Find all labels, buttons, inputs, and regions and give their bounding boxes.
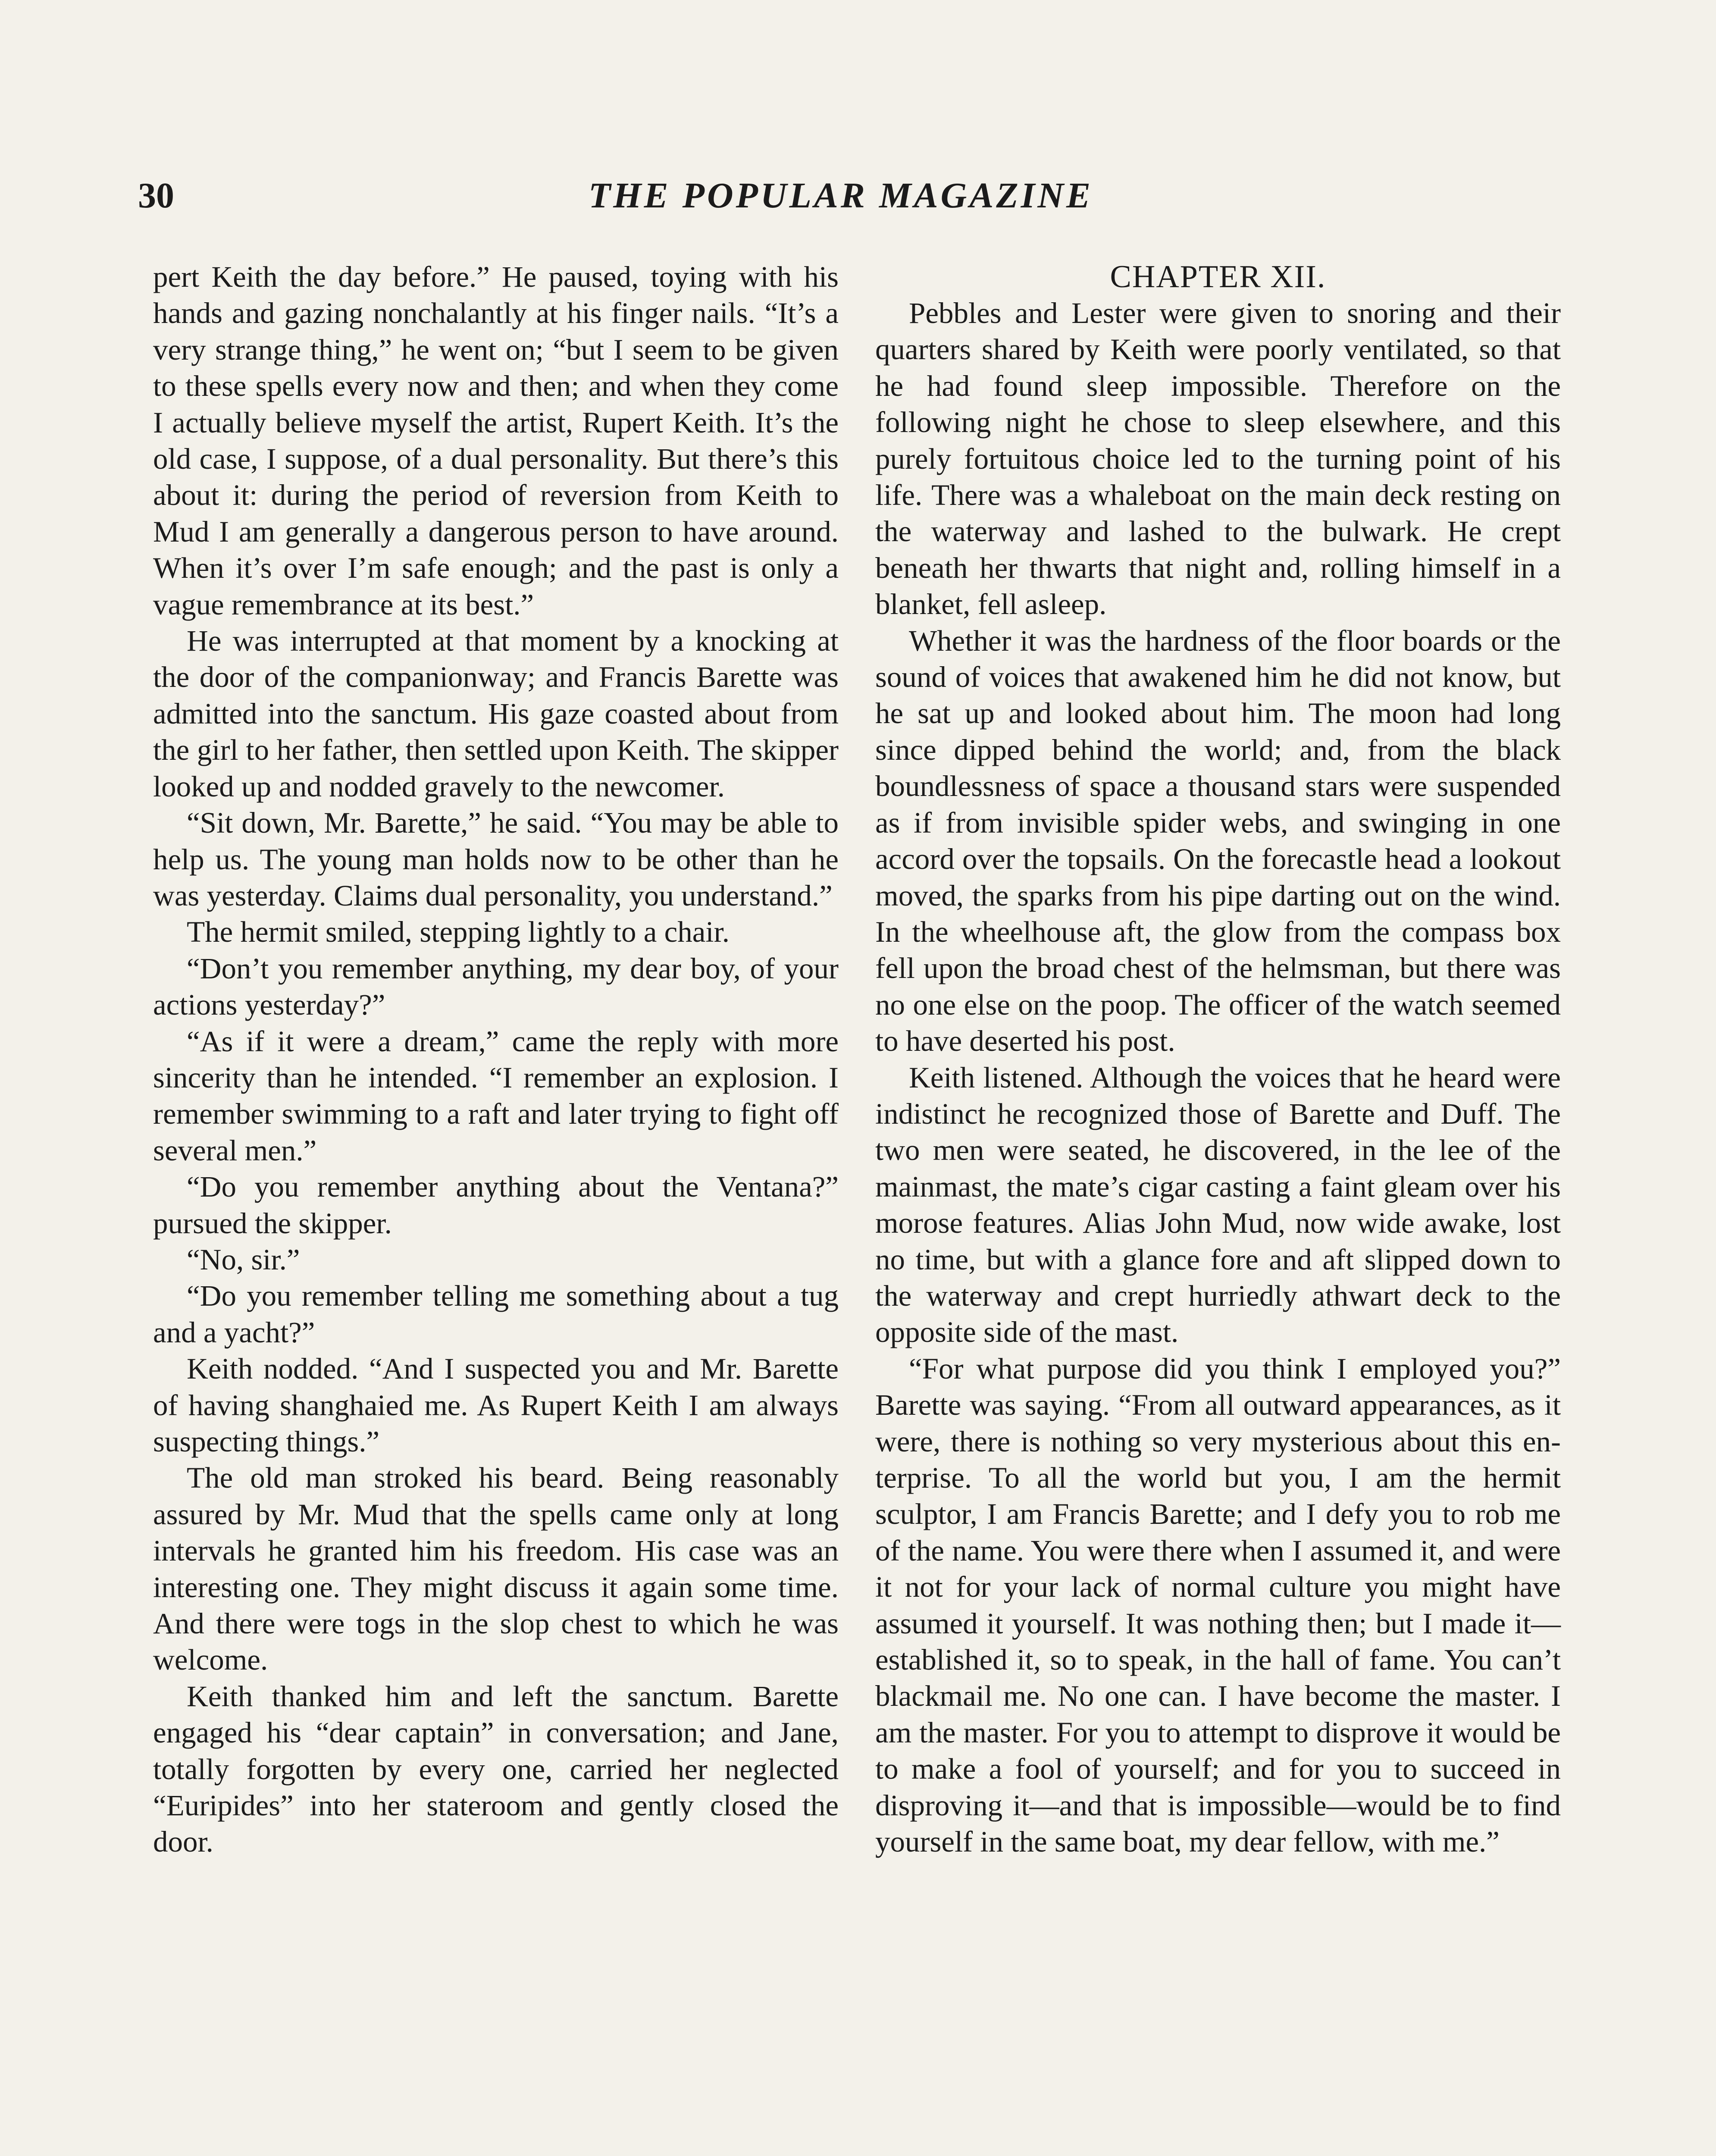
- paragraph: The old man stroked his beard. Being reasonably assured by Mr. Mud that the spells came only at long intervals he granted him his freedom. His case was an interesting one. They might discuss it again some time. And there were togs in the slop chest to which he was welcome.: [153, 1461, 839, 1677]
- page-number: 30: [138, 175, 174, 216]
- paragraph: Whether it was the hardness of the floor boards or the sound of voices that awakened him he did not know, but he sat up and looked about him. The moon had long since dipped behind the world; and, from the black boundlessness of space a thousand stars were suspended as if from invisible spider webs, and swinging in one accord over the topsails. On the forecastle head a lookout moved, the sparks from his pipe darting out on the wind. In the wheelhouse aft, the glow from the compass box fell upon the broad chest of the helmsman, but there was no one else on the poop. The officer of the watch seemed to have deserted his post.: [875, 624, 1561, 1058]
- paragraph: The hermit smiled, stepping lightly to a chair.: [187, 915, 730, 949]
- left-column: [153, 259, 839, 1860]
- running-head: THE POPULAR MAGAZINE: [588, 175, 1093, 216]
- chapter-heading: CHAPTER XII.: [1110, 259, 1326, 295]
- paragraph: Keith thanked him and left the sanctum. Barette engaged his “dear captain” in conversation; and Jane, totally forgotten by every one, carried her neglected “Euripides” into her stateroom and gently closed the door.: [153, 1680, 839, 1858]
- paragraph: Pebbles and Lester were given to snoring and their quarters shared by Keith were poorly ventilated, so that he had found sleep impossible. Therefore on the following night he chose to sleep elsewhere, and this purely fortuitous choice led to the turning point of his life. There was a whaleboat on the main deck resting on the waterway and lashed to the bulwark. He crept beneath her thwarts that night and, rolling himself in a blanket, fell asleep.: [875, 297, 1561, 621]
- paragraph: “Do you remember telling me something about a tug and a yacht?”: [153, 1279, 839, 1349]
- paragraph: “No, sir.”: [187, 1243, 300, 1276]
- right-column: [875, 259, 1561, 1860]
- paragraph: Keith nodded. “And I suspected you and Mr. Barette of having shanghaied me. As Rupert Keith I am always suspecting things.”: [153, 1352, 839, 1458]
- paragraph: “Do you remember anything about the Ventana?” pursued the skipper.: [153, 1170, 839, 1240]
- paragraph: Keith listened. Although the voices that he heard were indistinct he recognized those of Barette and Duff. The two men were seated, he discovered, in the lee of the mainmast, the mate’s cigar casting a faint gleam over his morose features. Alias John Mud, now wide awake, lost no time, but with a glance fore and aft slipped down to the waterway and crept hurriedly athwart deck to the opposite side of the mast.: [875, 1061, 1561, 1349]
- paragraph: “For what purpose did you think I employed you?” Barette was saying. “From all outward appearances, as it were, there is nothing so very mysterious about this enterprise. To all the world but you, I am the hermit sculptor, I am Francis Barette; and I defy you to rob me of the name. You were there when I assumed it, and were it not for your lack of normal culture you might have assumed it yourself. It was nothing then; but I made it—established it, so to speak, in the hall of fame. You can’t blackmail me. No one can. I have become the master. I am the master. For you to attempt to disprove it would be to make a fool of yourself; and for you to succeed in disproving it—and that is impossible—would be to find yourself in the same boat, my dear fellow, with me.”: [875, 1352, 1561, 1858]
- paragraph: He was interrupted at that moment by a knocking at the door of the companionway; and Francis Barette was admitted into the sanctum. His gaze coasted about from the girl to her father, then settled upon Keith. The skipper looked up and nodded gravely to the newcomer.: [153, 624, 839, 803]
- paragraph: “Don’t you remember anything, my dear boy, of your actions yesterday?”: [153, 952, 839, 1022]
- paragraph: pert Keith the day before.” He paused, toying with his hands and gazing nonchalantly at his finger nails. “It’s a very strange thing,” he went on; “but I seem to be given to these spells every now and then; and when they come I actually believe myself the artist, Rupert Keith. It’s the old case, I suppose, of a dual personality. But there’s this about it: during the period of reversion from Keith to Mud I am generally a dangerous person to have around. When it’s over I’m safe enough; and the past is only a vague remembrance at its best.”: [153, 260, 839, 621]
- paragraph: “Sit down, Mr. Barette,” he said. “You may be able to help us. The young man holds now to be other than he was yesterday. Claims dual personality, you understand.”: [153, 806, 839, 912]
- paragraph: “As if it were a dream,” came the reply with more sincerity than he intended. “I remember an explosion. I remember swimming to a raft and later trying to fight off several men.”: [153, 1025, 839, 1167]
